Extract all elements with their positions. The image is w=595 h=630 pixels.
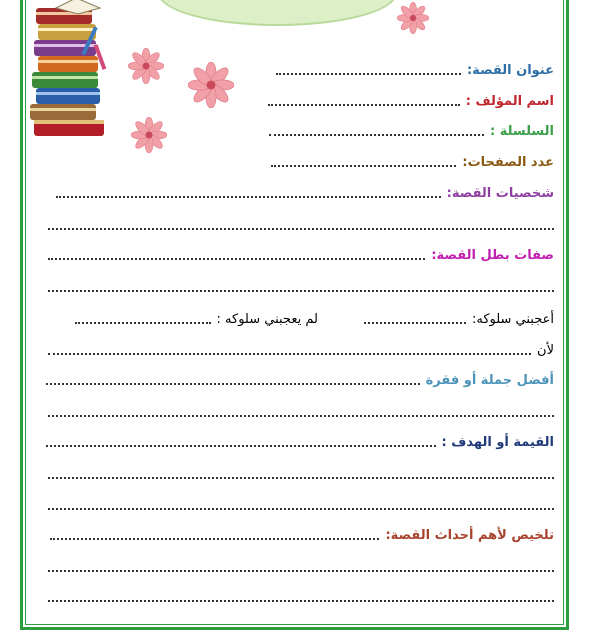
liked-behavior-label: أعجبني سلوكه: — [471, 311, 554, 327]
disliked-behavior-label: لم يعجبني سلوكه : — [216, 311, 318, 327]
best-sentence-blank-line[interactable] — [48, 415, 554, 417]
series-row — [42, 120, 554, 142]
behavior-row — [42, 308, 554, 330]
summary-label: تلخيص لأهم أحداث القصة: — [385, 527, 554, 543]
characters-label: شخصيات القصة: — [446, 185, 554, 201]
value-goal-blank-line[interactable] — [48, 477, 554, 479]
summary-blank[interactable] — [50, 530, 379, 540]
because-label: لأن — [537, 342, 554, 358]
value-goal-blank[interactable] — [46, 437, 436, 447]
hero-traits-row — [42, 244, 554, 266]
best-sentence-row — [42, 369, 554, 391]
summary-row — [42, 524, 554, 546]
best-sentence-label: أفضل جملة أو فقرة — [425, 372, 554, 388]
because-row — [42, 339, 554, 361]
value-goal-label: القيمة أو الهدف : — [441, 434, 554, 450]
because-blank[interactable] — [48, 345, 531, 355]
best-sentence-blank[interactable] — [46, 375, 420, 385]
series-label: السلسلة : — [489, 123, 554, 139]
pages-blank[interactable] — [271, 157, 456, 167]
summary-blank-line[interactable] — [48, 600, 554, 602]
author-label: اسم المؤلف : — [465, 93, 554, 109]
series-blank[interactable] — [269, 126, 484, 136]
hero-traits-blank[interactable] — [48, 250, 425, 260]
hero-traits-blank-line[interactable] — [48, 290, 554, 292]
author-row — [42, 90, 554, 112]
characters-blank-line[interactable] — [48, 228, 554, 230]
author-blank[interactable] — [268, 96, 460, 106]
value-goal-row — [42, 431, 554, 453]
characters-row — [42, 182, 554, 204]
liked-behavior-blank[interactable] — [364, 314, 466, 324]
pages-label: عدد الصفحات: — [462, 154, 554, 170]
story-title-label: عنوان القصة: — [466, 62, 554, 78]
characters-blank[interactable] — [56, 188, 441, 198]
summary-blank-line[interactable] — [48, 570, 554, 572]
disliked-behavior-blank[interactable] — [75, 314, 211, 324]
hero-traits-label: صفات بطل القصة: — [431, 247, 554, 263]
story-title-row — [42, 59, 554, 81]
story-title-blank[interactable] — [276, 65, 461, 75]
flower-icon — [397, 2, 429, 34]
value-goal-blank-line[interactable] — [48, 508, 554, 510]
pages-row — [42, 151, 554, 173]
